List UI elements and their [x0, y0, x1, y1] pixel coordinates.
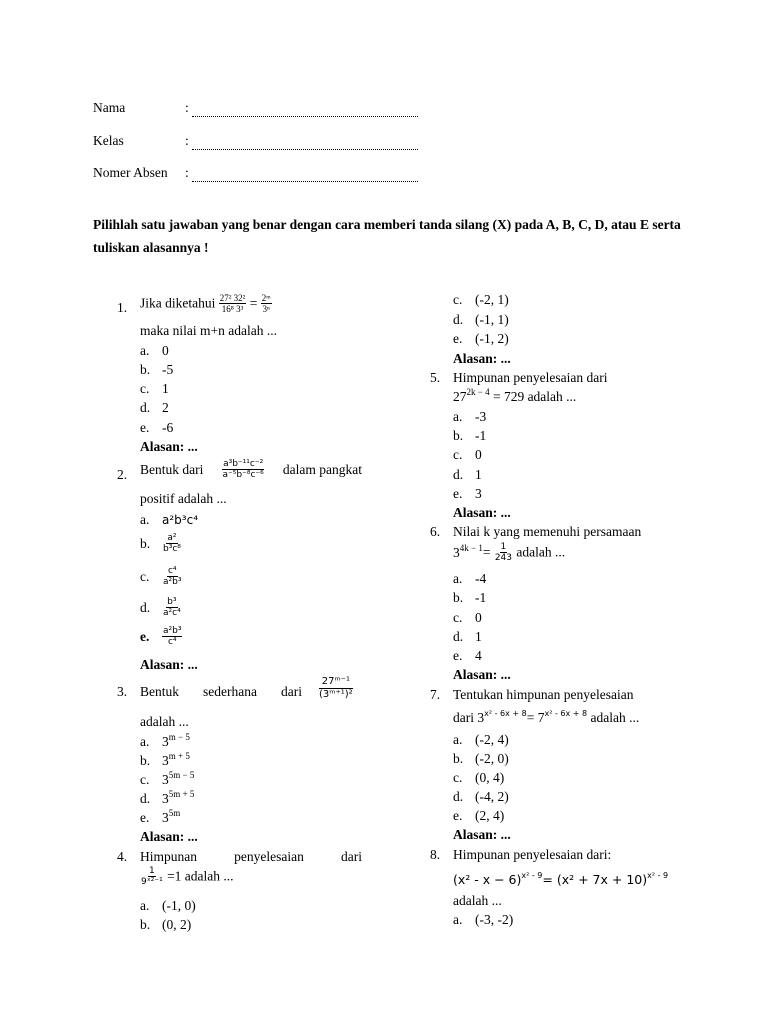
alasan-label: Alasan: ... — [140, 439, 198, 454]
option[interactable]: c. 1 — [140, 381, 169, 396]
question-number: 2. — [117, 467, 128, 482]
nama-field[interactable] — [192, 116, 418, 117]
colon: : — [185, 133, 189, 148]
kelas-field[interactable] — [192, 149, 418, 150]
question-number: 5. — [430, 370, 441, 385]
question-text: adalah ... — [140, 714, 189, 729]
option[interactable]: e. (2, 4) — [453, 808, 505, 823]
question-number: 8. — [430, 847, 441, 862]
option[interactable]: b. $3^{m + 5}$ — [140, 751, 190, 768]
option[interactable]: d. (-1, 1) — [453, 312, 509, 327]
question-text: Himpunan penyelesaian dari: — [453, 847, 612, 862]
option[interactable]: e. $\frac{\text{a²b³}}{\text{c⁴}}$ — [140, 626, 182, 647]
equation: $3^{4k - 1}=$ $\frac{1}{243}$ adalah ... — [453, 542, 566, 563]
equation: $\frac{\text{a³b⁻¹¹c⁻²}}{\text{a⁻⁵b⁻⁸c⁻⁶}}$ — [222, 459, 264, 480]
question-text: Himpunan penyelesaian dari — [453, 370, 608, 385]
colon: : — [185, 100, 189, 115]
option[interactable]: c. (0, 4) — [453, 770, 505, 785]
option[interactable]: c. 0 — [453, 610, 482, 625]
option[interactable]: e. -6 — [140, 420, 174, 435]
option[interactable]: b. (0, 2) — [140, 917, 192, 932]
question-number: 3. — [117, 684, 128, 699]
alasan-label: Alasan: ... — [453, 827, 511, 842]
option[interactable]: d. 2 — [140, 400, 169, 415]
option[interactable]: b. (-2, 0) — [453, 751, 509, 766]
alasan-label: Alasan: ... — [140, 829, 198, 844]
option[interactable]: a. a²b³c⁴ — [140, 512, 198, 527]
question-text: Jika diketahui $\frac{\text{27² 32²}}{\text{16⁸ 3³}}$ = $\frac{\text{2ᵐ}}{\text{3ⁿ}}$ — [140, 293, 271, 314]
option[interactable]: c. 0 — [453, 447, 482, 462]
option[interactable]: b. -1 — [453, 428, 487, 443]
question-text: Nilai k yang memenuhi persamaan — [453, 524, 642, 539]
question-text: adalah ... — [453, 893, 502, 908]
question-text: Tentukan himpunan penyelesaian — [453, 687, 634, 702]
option[interactable]: d. 1 — [453, 467, 482, 482]
option[interactable]: d. $\frac{\text{b³}}{\text{a²c⁴}}$ — [140, 597, 181, 618]
question-number: 6. — [430, 524, 441, 539]
label-nama: Nama — [93, 100, 126, 115]
option[interactable]: a. -4 — [453, 571, 487, 586]
equation: $\frac{\text{2ᵐ}}{\text{3ⁿ}}$ — [261, 293, 271, 314]
option[interactable]: d. (-4, 2) — [453, 789, 509, 804]
label-absen: Nomer Absen — [93, 165, 168, 180]
question-number: 7. — [430, 687, 441, 702]
option[interactable]: c. $3^{5m - 5}$ — [140, 770, 195, 787]
option[interactable]: d. $3^{5m + 5}$ — [140, 789, 195, 806]
option[interactable]: e. 3 — [453, 486, 482, 501]
option[interactable]: b. -1 — [453, 590, 487, 605]
option[interactable]: d. 1 — [453, 629, 482, 644]
option[interactable]: b. -5 — [140, 362, 174, 377]
question-text: Bentuk dari $\frac{\text{a³b⁻¹¹c⁻²}}{\text{a⁻⁵b⁻⁸c⁻⁶}}$ dalam pangkat — [140, 459, 362, 480]
question-text: Himpunan penyelesaian dari — [140, 849, 362, 864]
option[interactable]: e. (-1, 2) — [453, 331, 509, 346]
question-text: positif adalah ... — [140, 491, 227, 506]
option[interactable]: a. -3 — [453, 409, 487, 424]
question-text: maka nilai m+n adalah ... — [140, 323, 277, 338]
alasan-label: Alasan: ... — [140, 657, 198, 672]
alasan-label: Alasan: ... — [453, 667, 511, 682]
alasan-label: Alasan: ... — [453, 505, 511, 520]
option[interactable]: a. (-3, -2) — [453, 912, 514, 927]
equation: $27^{2k - 4} = 729$ adalah ... — [453, 387, 577, 404]
colon: : — [185, 165, 189, 180]
question-number: 4. — [117, 849, 128, 864]
option[interactable]: c. $\frac{\text{c⁴}}{\text{a²b³}}$ — [140, 566, 182, 587]
option[interactable]: e. 4 — [453, 648, 482, 663]
absen-field[interactable] — [192, 181, 418, 182]
instruction: Pilihlah satu jawaban yang benar dengan cara memberi tanda silang (X) pada A, B, C, D, atau E serta tuliskan alasannya ! — [93, 217, 681, 255]
option[interactable]: a. 0 — [140, 343, 169, 358]
question-number: 1. — [117, 300, 128, 315]
alasan-label: Alasan: ... — [453, 351, 511, 366]
option[interactable]: b. $\frac{\text{a²}}{\text{b³c⁸}}$ — [140, 533, 181, 554]
equation: $(x^2 - x - 6)^{x^2 - 9}= (x^2 + 7x + 10)^{x^2 - 9}$ — [453, 871, 669, 887]
equation: $\frac{1}{\text{9ˣ²⁻¹}}$ =1 adalah ... — [141, 866, 234, 887]
equation: $\frac{\text{27ᵐ⁻¹}}{\text{(3ᵐ⁺¹)²}}$ — [319, 676, 353, 700]
option[interactable]: e. $3^{5m}$ — [140, 808, 181, 825]
equation: $\frac{\text{27² 32²}}{\text{16⁸ 3³}}$ — [219, 293, 246, 314]
label-kelas: Kelas — [93, 133, 124, 148]
question-text: Bentuk sederhana dari — [140, 684, 302, 699]
option[interactable]: a. (-1, 0) — [140, 898, 196, 913]
option[interactable]: a. $3^{m - 5}$ — [140, 732, 190, 749]
equation: dari $3^{x^2 - 6x + 8}= 7^{x^2 - 6x + 8}$ adalah ... — [453, 709, 640, 725]
option[interactable]: a. (-2, 4) — [453, 732, 509, 747]
option[interactable]: c. (-2, 1) — [453, 292, 509, 307]
